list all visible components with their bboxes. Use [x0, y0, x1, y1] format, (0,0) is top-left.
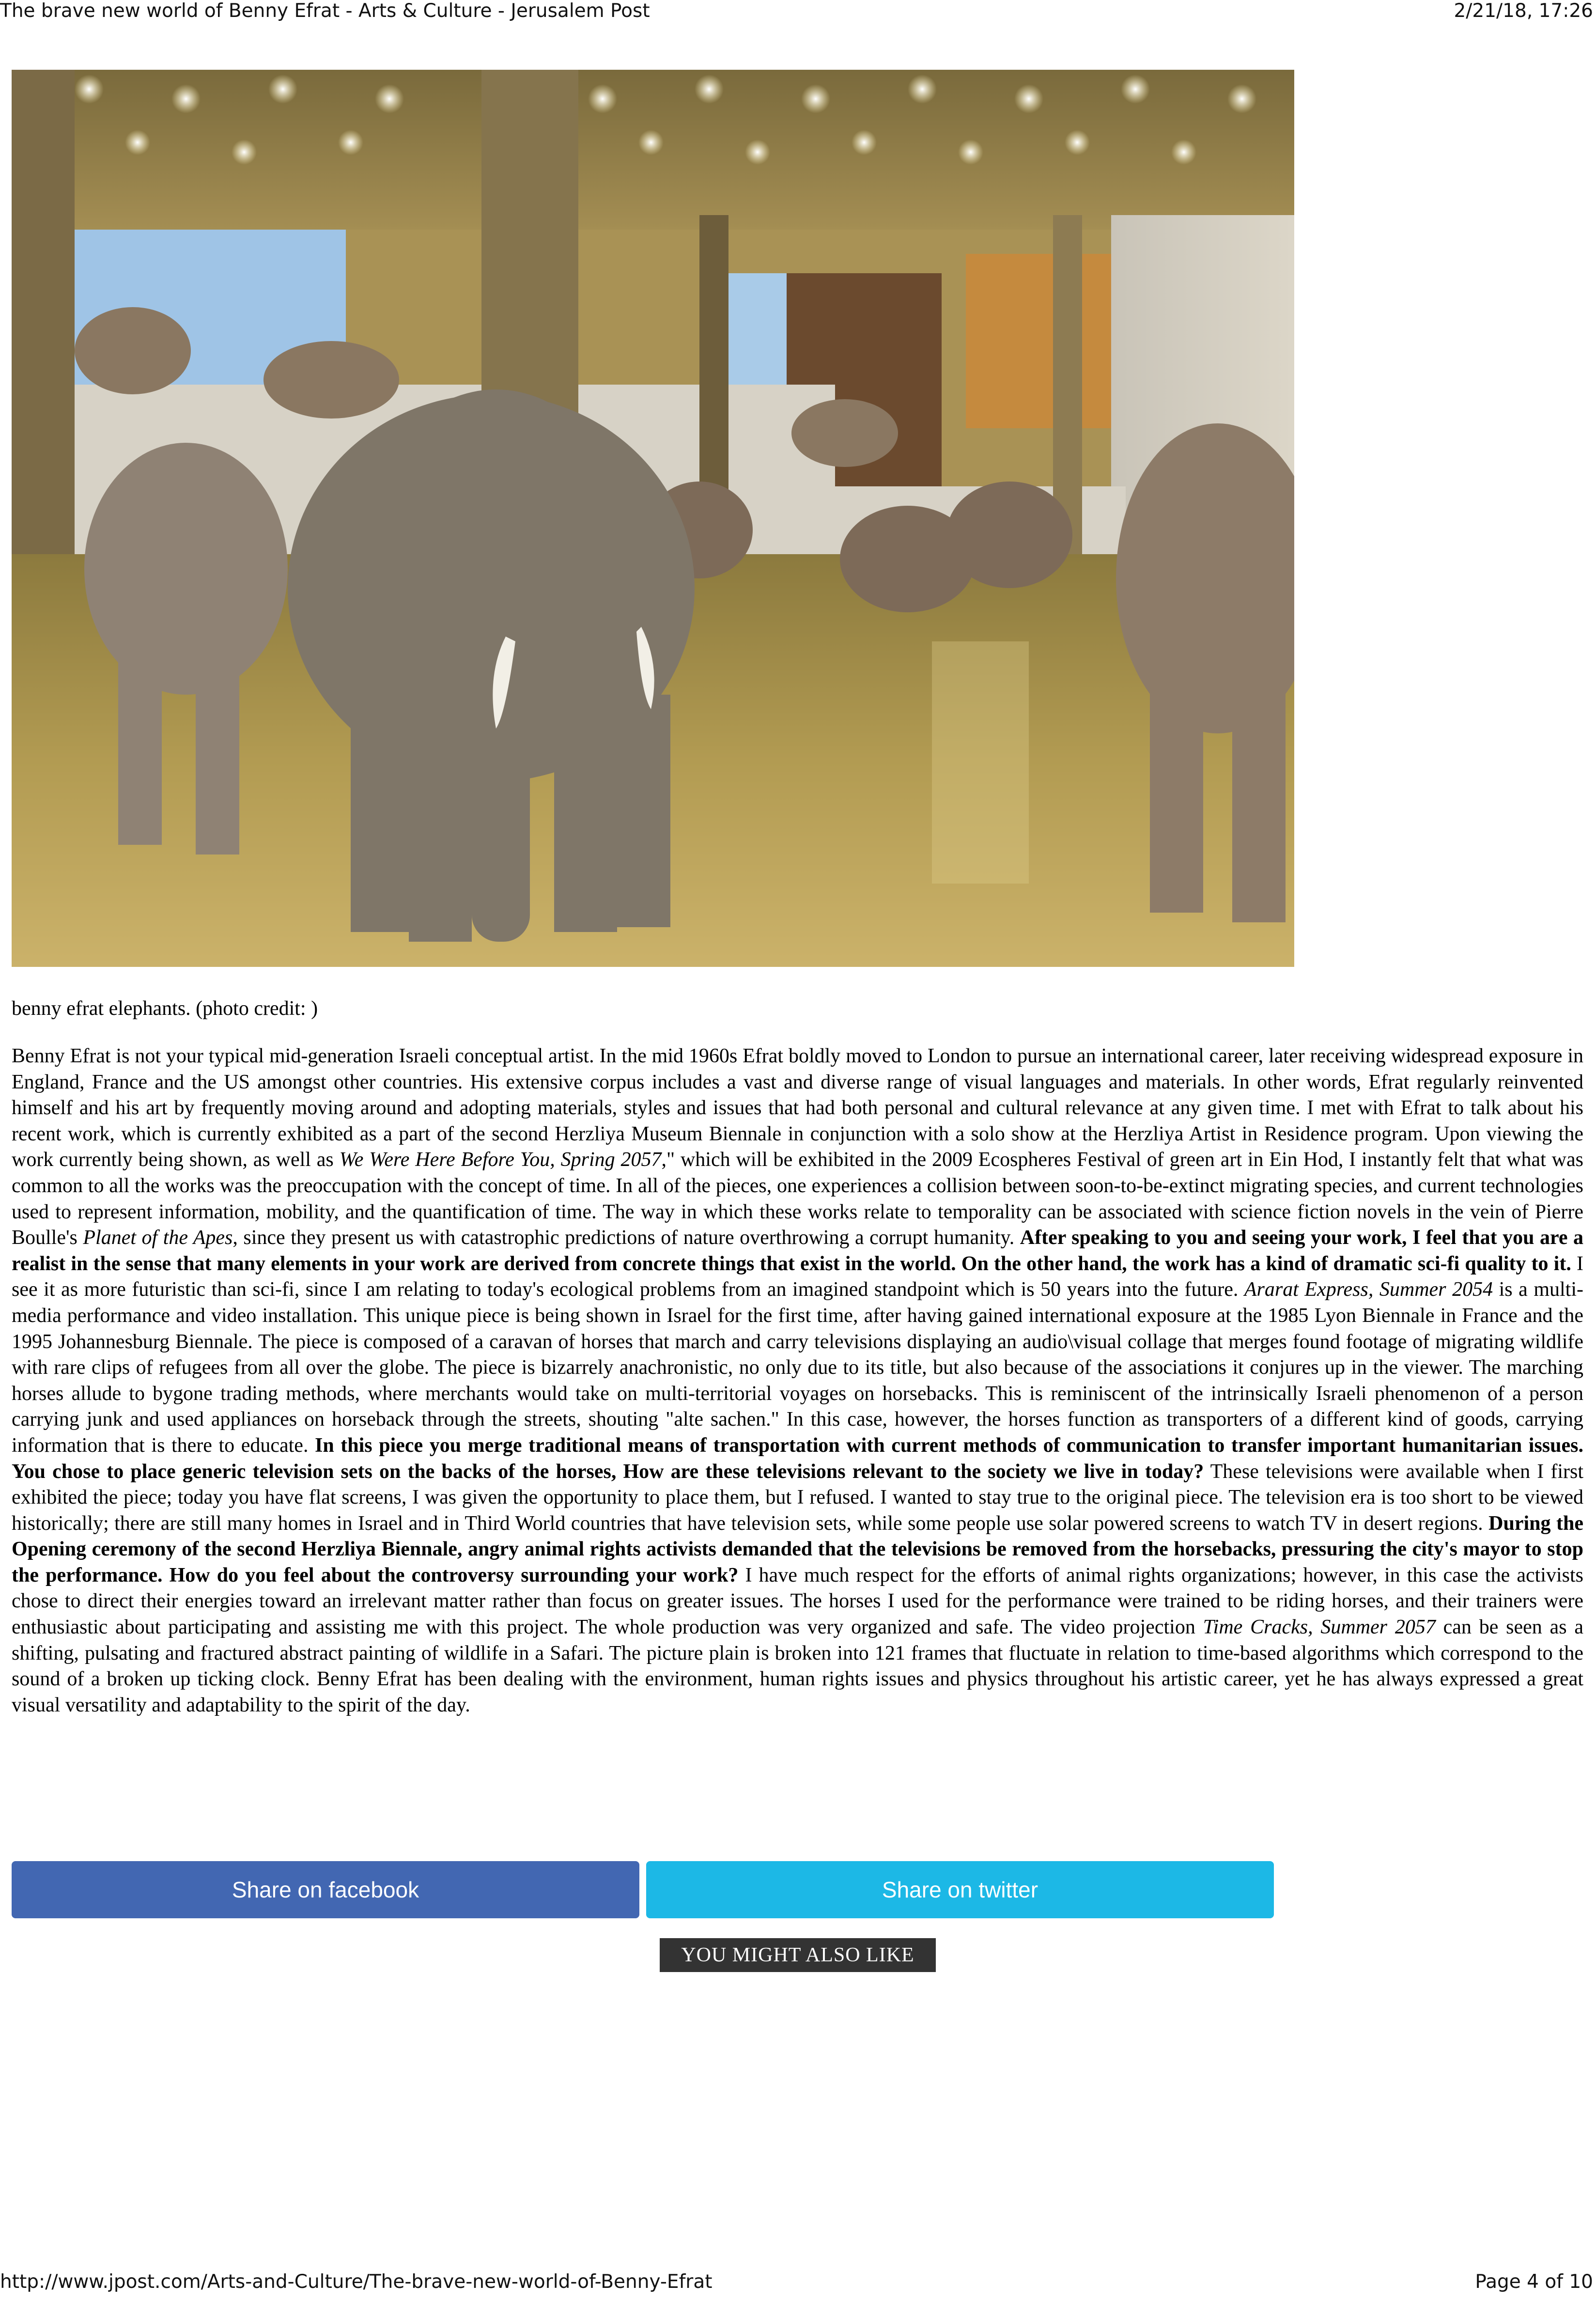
print-url: http://www.jpost.com/Arts-and-Culture/The-brave-new-world-of-Benny-Efrat [0, 2271, 713, 2293]
artwork-title: Time Cracks, Summer 2057 [1203, 1616, 1436, 1639]
print-title: The brave new world of Benny Efrat - Arts & Culture - Jerusalem Post [0, 0, 650, 22]
article-photo [12, 70, 1294, 967]
print-datetime: 2/21/18, 17:26 [1454, 0, 1593, 22]
artwork-title: We Were Here Before You, Spring 2057 [339, 1149, 662, 1171]
interview-question: After speaking to you and seeing your work, I feel that you are a realist in the sense that many elements in your work are derived from concrete things that exist in the world. On the other hand, the work has a kind of dramatic sci-fi quality to it. [12, 1227, 1584, 1275]
print-page-number: Page 4 of 10 [1475, 2271, 1593, 2293]
share-twitter-button[interactable]: Share on twitter [646, 1861, 1274, 1918]
elephants-gallery-image [12, 70, 1294, 967]
article-body [12, 1043, 1583, 1718]
artwork-title: Ararat Express, Summer 2054 [1244, 1278, 1493, 1301]
article-text: , since they present us with catastrophic predictions of nature overthrowing a corrupt humanity. [232, 1227, 1020, 1249]
interview-answer: can be seen as a shifting, pulsating and fractured abstract painting of wildlife in a Safari. The picture plain is broken into 121 frames that fluctuate in relation to time-based algorithms which correspond to the sound of a broken up ticking clock. Benny Efrat has been dealing with the environment, human rights issues and physics throughout his artistic career, yet he has always expressed a great visual versatility and adaptability to the spirit of the day. [12, 1616, 1583, 1716]
article-text: ," which will be exhibited in the 2009 Ecospheres Festival of green art in Ein Hod, I instantly felt that what was common to all the works was the preoccupation with the concept of time. In all of the pieces, one experiences a collision between soon-to-be-extinct migrating species, and current technologies used to represent information, mobility, and the quantification of time. The way in which these works relate to temporality can be associated with science fiction novels in the vein of Pierre Boulle's [12, 1149, 1583, 1249]
interview-answer: is a multi-media performance and video installation. This unique piece is being shown in Israel for the first time, after having gained international exposure at the 1985 Lyon Biennale in France and the 1995 Johannesburg Biennale. The piece is composed of a caravan of horses that march and carry televisions displaying an audio\visual collage that merges found footage of migrating wildlife with rare clips of refugees from all over the globe. The piece is bizarrely anachronistic, no only due to its title, but also because of the associations it conjures up in the viewer. The marching horses allude to bygone trading methods, where merchants would take on multi-territorial voyages on horsebacks. This is reminiscent of the intrinsically Israeli phenomenon of a person carrying junk and used appliances on horseback through the streets, shouting "alte sachen." In this case, however, the horses function as transporters of a different kind of goods, carrying information that is there to educate. [12, 1278, 1583, 1457]
you-might-also-like-heading: YOU MIGHT ALSO LIKE [660, 1938, 936, 1972]
book-title: Planet of the Apes [83, 1227, 233, 1249]
interview-answer: These televisions were available when I first exhibited the piece; today you have flat screens, I was given the opportunity to place them, but I refused. I wanted to stay true to the original piece. The television era is too short to be viewed historically; there are still many homes in Israel and in Third World countries that have television sets, while some people use solar powered screens to watch TV in desert regions. [12, 1460, 1583, 1535]
interview-question: During the Opening ceremony of the second Herzliya Biennale, angry animal rights activists demanded that the televisions be removed from the horsebacks, pressuring the city's mayor to stop the performance. How do you feel about the controversy surrounding your work? [12, 1512, 1583, 1586]
interview-answer: I have much respect for the efforts of animal rights organizations; however, in this case the activists chose to direct their energies toward an irrelevant matter rather than focus on greater issues. The horses I used for the performance were trained to be riding horses, and their trainers were enthusiastic about participating and assisting me with this project. The whole production was very organized and safe. The video projection [12, 1564, 1583, 1639]
photo-caption: benny efrat elephants. (photo credit: ) [12, 997, 318, 1020]
article-text: Benny Efrat is not your typical mid-generation Israeli conceptual artist. In the mid 1960s Efrat boldly moved to London to pursue an international career, later receiving widespread exposure in England, France and the US amongst other countries. His extensive corpus includes a vast and diverse range of visual languages and materials. In other words, Efrat regularly reinvented himself and his art by frequently moving around and adopting materials, styles and issues that had both personal and cultural relevance at any given time. I met with Efrat to talk about his recent work, which is currently exhibited as a part of the second Herzliya Museum Biennale in conjunction with a solo show at the Herzliya Artist in Residence program. Upon viewing the work currently being shown, as well as [12, 1045, 1583, 1171]
share-facebook-button[interactable]: Share on facebook [12, 1861, 639, 1918]
interview-question: In this piece you merge traditional means of transportation with current methods of communication to transfer important humanitarian issues. You chose to place generic television sets on the backs of the horses, How are these televisions relevant to the society we live in today? [12, 1434, 1583, 1483]
print-header [0, 0, 1596, 21]
interview-answer: I see it as more futuristic than sci-fi, since I am relating to today's ecological problems from an imagined standpoint which is 50 years into the future. [12, 1252, 1583, 1301]
print-footer [0, 2271, 1596, 2295]
